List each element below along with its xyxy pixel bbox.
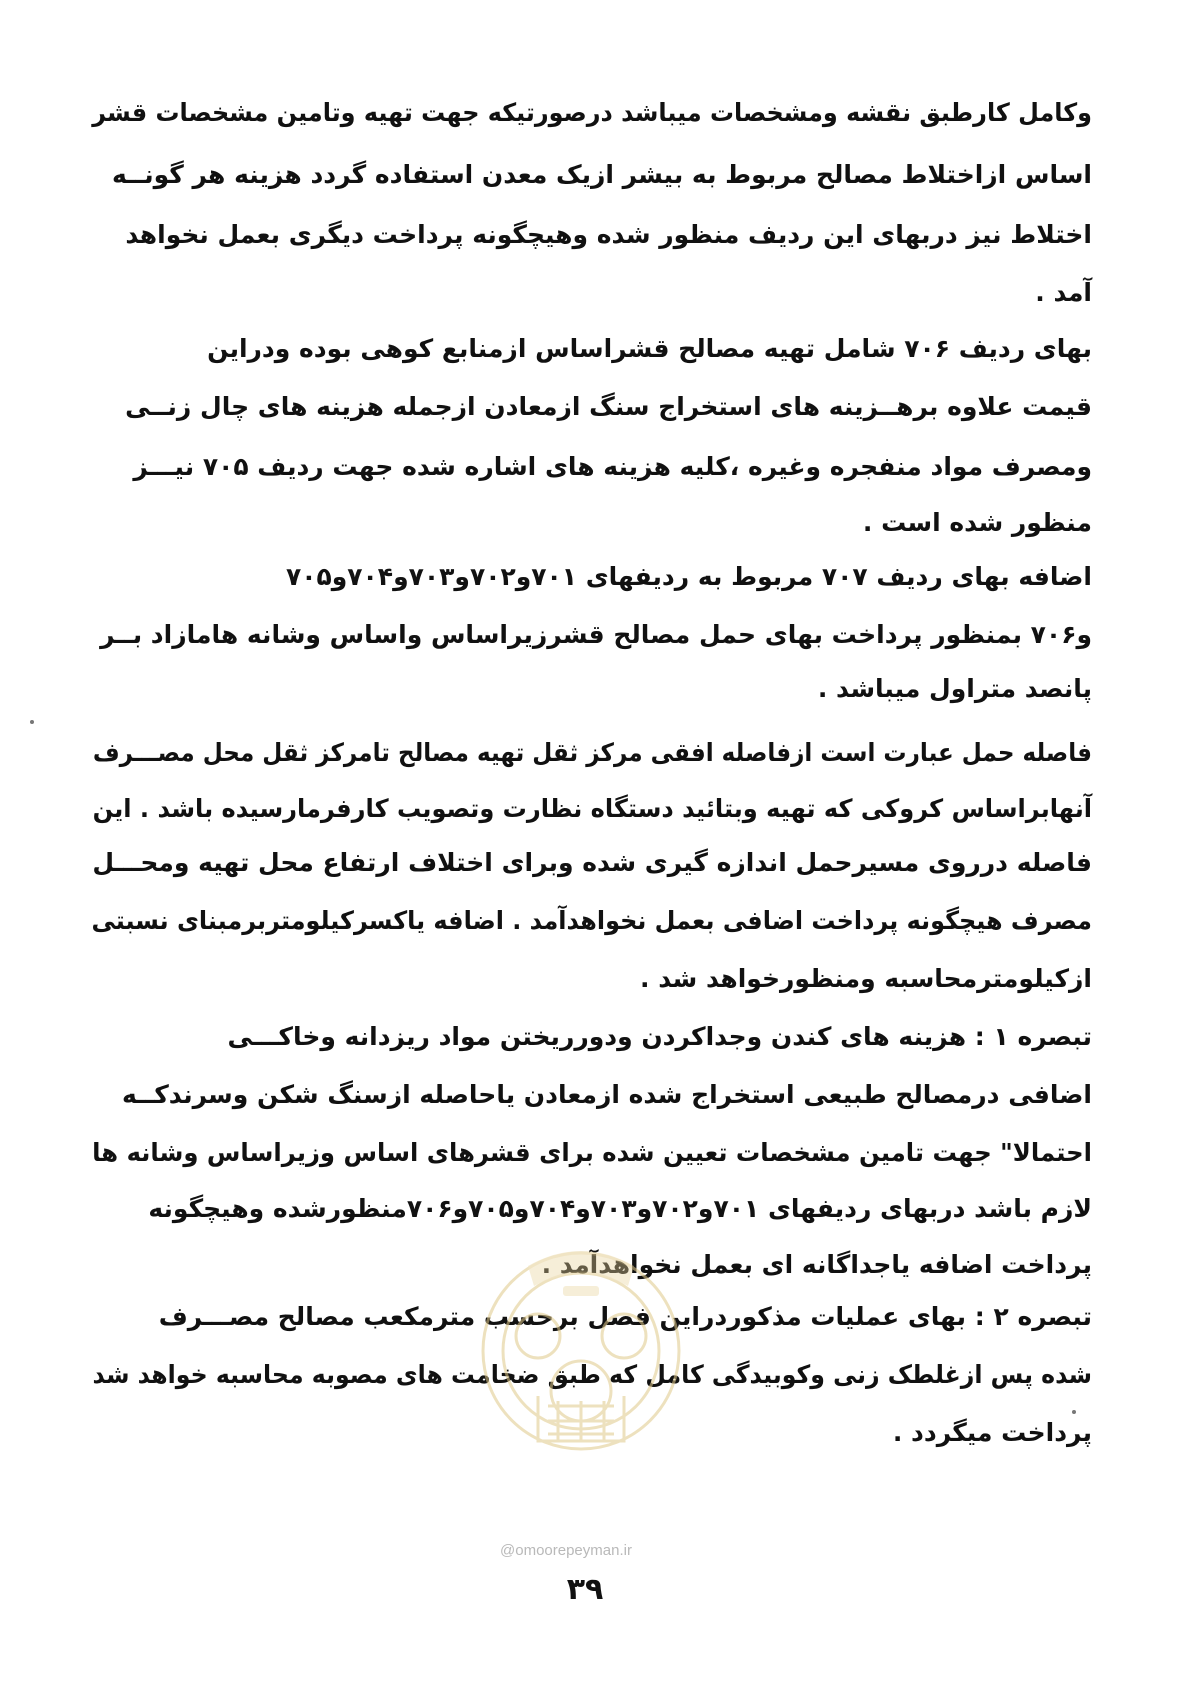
paragraph-1 bbox=[92, 98, 1092, 318]
text-line: پرداخت اضافه یاجداگانه ای بعمل نخواهدآمد . bbox=[541, 1250, 1092, 1279]
text-line: آنهابراساس کروکی که تهیه وبتائید دستگاه نظارت وتصویب کارفرمارسیده باشد . این bbox=[92, 794, 1093, 823]
text-line: اساس ازاختلاط مصالح مربوط به بیشر ازیک معدن استفاده گردد هزینه هر گونــه bbox=[111, 160, 1092, 189]
text-line: تبصره ۱ : هزینه های کندن وجداکردن ودورریختن مواد ریزدانه وخاکـــی bbox=[227, 1022, 1092, 1051]
text-line: قیمت علاوه برهــزینه های استخراج سنگ ازمعادن ازجمله هزینه های چال زنــی bbox=[125, 392, 1092, 421]
text-line: بهای ردیف ۷۰۶ شامل تهیه مصالح قشراساس ازمنابع کوهی بوده ودراین bbox=[207, 334, 1092, 363]
text-line: منظور شده است . bbox=[862, 508, 1092, 537]
text-line: اضافی درمصالح طبیعی استخراج شده ازمعادن یاحاصله ازسنگ شکن وسرندکــه bbox=[122, 1080, 1092, 1109]
text-line: شده پس ازغلطک زنی وکوبیدگی کامل که طبق ضخامت های مصوبه محاسبه خواهد شد bbox=[92, 1360, 1092, 1389]
text-line: پانصد متراول میباشد . bbox=[817, 674, 1092, 703]
scan-speck bbox=[1072, 1410, 1076, 1414]
text-line: آمد . bbox=[1035, 278, 1092, 307]
text-line: لازم باشد دربهای ردیفهای ۷۰۱و۷۰۲و۷۰۳و۷۰۴و۷۰۵و۷۰۶منظورشده وهیچگونه bbox=[148, 1194, 1092, 1223]
paragraph-3 bbox=[92, 562, 1092, 712]
text-line: و۷۰۶ بمنظور پرداخت بهای حمل مصالح قشرزیراساس واساس وشانه هامازاد بــر bbox=[100, 620, 1092, 649]
text-line: ازکیلومترمحاسبه ومنظورخواهد شد . bbox=[640, 964, 1092, 993]
text-line: وکامل کارطبق نقشه ومشخصات میباشد درصورتیکه جهت تهیه وتامین مشخصات قشر bbox=[92, 98, 1093, 127]
text-line: پرداخت میگردد . bbox=[892, 1418, 1092, 1447]
text-line: احتمالا" جهت تامین مشخصات تعیین شده برای قشرهای اساس وزیراساس وشانه ها bbox=[92, 1138, 1092, 1167]
text-line: اضافه بهای ردیف ۷۰۷ مربوط به ردیفهای ۷۰۱و۷۰۲و۷۰۳و۷۰۴و۷۰۵ bbox=[285, 562, 1092, 591]
watermark-text: @omoorepeyman.ir bbox=[500, 1542, 632, 1559]
paragraph-4 bbox=[92, 738, 1092, 998]
text-line: فاصله حمل عبارت است ازفاصله افقی مرکز ثقل تهیه مصالح تامرکز ثقل محل مصـــرف bbox=[92, 738, 1093, 767]
text-line: ومصرف مواد منفجره وغیره ،کلیه هزینه های اشاره شده جهت ردیف ۷۰۵ نیـــز bbox=[133, 452, 1092, 481]
text-line: مصرف هیچگونه پرداخت اضافی بعمل نخواهدآمد . اضافه یاکسرکیلومتربرمبنای نسبتی bbox=[91, 906, 1093, 935]
scan-speck bbox=[30, 720, 34, 724]
text-line: اختلاط نیز دربهای این ردیف منظور شده وهیچگونه پرداخت دیگری بعمل نخواهد bbox=[125, 220, 1092, 249]
text-line: تبصره ۲ : بهای عملیات مذکوردراین فصل برحسب مترمکعب مصالح مصـــرف bbox=[158, 1302, 1092, 1331]
paragraph-2 bbox=[92, 334, 1092, 544]
watermark-seal-icon bbox=[468, 1226, 694, 1476]
page-number: ۳۹ bbox=[566, 1572, 604, 1607]
text-line: فاصله درروی مسیرحمل اندازه گیری شده وبرای اختلاف ارتفاع محل تهیه ومحـــل bbox=[92, 848, 1092, 877]
